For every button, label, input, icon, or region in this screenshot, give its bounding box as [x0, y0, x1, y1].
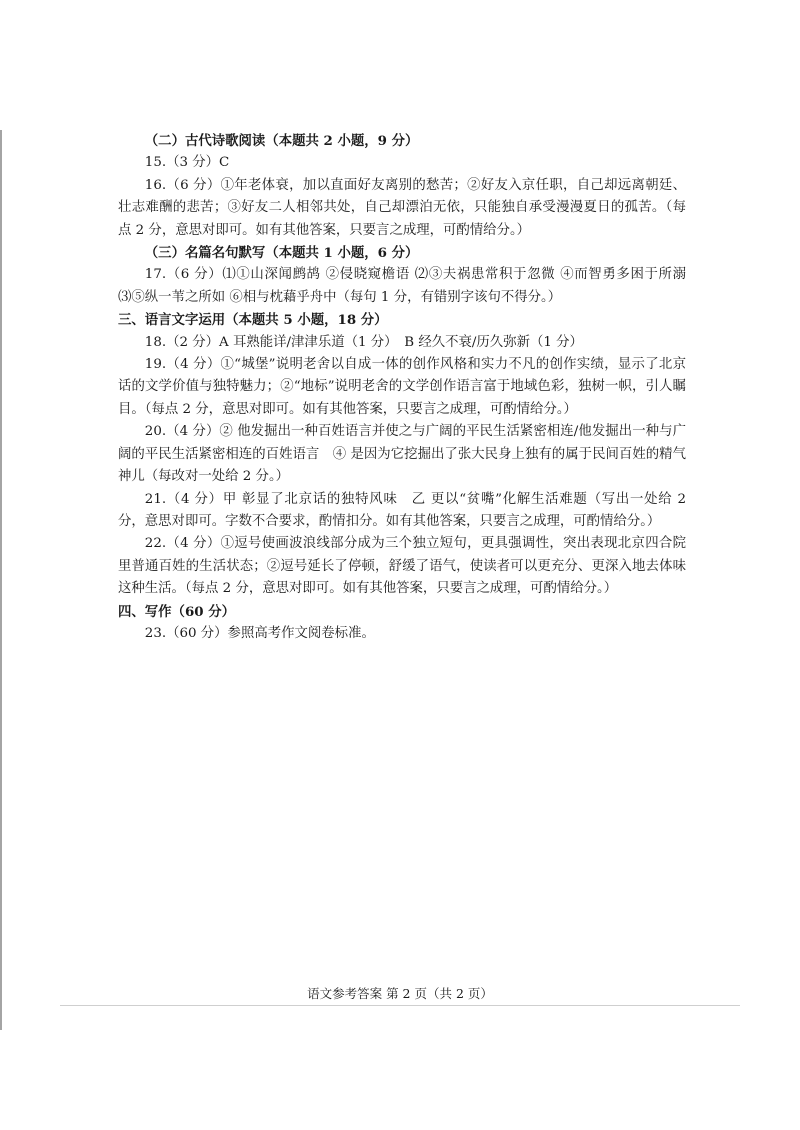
- answer-q20: 20.（4 分）② 他发掘出一种百姓语言并使之与广阔的平民生活紧密相连/他发掘出一种与广阔的平民生活紧密相连的百姓语言 ④ 是因为它挖掘出了张大民身上独有的属于民间百姓的精气神儿（每改对一处给 2 分。）: [118, 424, 686, 485]
- footer-divider: [60, 1005, 740, 1006]
- answer-key-content: [118, 130, 686, 645]
- answer-q23: 23.（60 分）参照高考作文阅卷标准。: [144, 625, 375, 641]
- answer-q22: 22.（4 分）①逗号使画波浪线部分成为三个独立短句，更具强调性，突出表现北京四合院里普通百姓的生活状态；②逗号延长了停顿，舒缓了语气，使读者可以更充分、更深入地去体味这种生活。（每点 2 分，意思对即可。如有其他答案，只要言之成理，可酌情给分。）: [118, 536, 686, 597]
- section-language-use-heading: 三、语言文字运用（本题共 5 小题，18 分）: [118, 312, 388, 329]
- section-writing-heading: 四、写作（60 分）: [118, 603, 236, 620]
- section-ancient-poetry-heading: （二）古代诗歌阅读（本题共 2 小题，9 分）: [144, 133, 419, 149]
- answer-q21: 21.（4 分）甲 彰显了北京话的独特风味 乙 更以“贫嘴”化解生活难题（写出一处给 2 分，意思对即可。字数不合要求，酌情扣分。如有其他答案，只要言之成理，可酌情给分。）: [118, 491, 686, 529]
- answer-q19: 19.（4 分）①“城堡”说明老舍以自成一体的创作风格和实力不凡的创作实绩，显示了北京话的文学价值与独特魅力；②“地标”说明老舍的文学创作语言富于地域色彩，独树一帜，引人瞩目。（每点 2 分，意思对即可。如有其他答案，只要言之成理，可酌情给分。）: [118, 357, 686, 417]
- scan-left-edge: [0, 130, 2, 1030]
- section-famous-lines-heading: （三）名篇名句默写（本题共 1 小题，6 分）: [144, 245, 419, 262]
- answer-q18: 18.（2 分）A 耳熟能详/津津乐道（1 分） B 经久不衰/历久弥新（1 分）: [144, 334, 583, 350]
- page-footer: 语文参考答案 第 2 页（共 2 页）: [307, 986, 493, 1001]
- answer-q17: 17.（6 分）⑴①山深闻鹧鸪 ②侵晓窥檐语 ⑵③夫祸患常积于忽微 ④而智勇多困于所溺 ⑶⑤纵一苇之所如 ⑥相与枕藉乎舟中（每句 1 分，有错别字该句不得分。）: [118, 267, 686, 305]
- answer-q15: 15.（3 分）C: [144, 155, 230, 171]
- answer-q16: 16.（6 分）①年老体衰，加以直面好友离别的愁苦；②好友入京任职，自己却远离朝廷、壮志难酬的悲苦；③好友二人相邻共处，自己却漂泊无依，只能独自承受漫漫夏日的孤苦。（每点 2 分，意思对即可。如有其他答案，只要言之成理，可酌情给分。）: [118, 177, 686, 238]
